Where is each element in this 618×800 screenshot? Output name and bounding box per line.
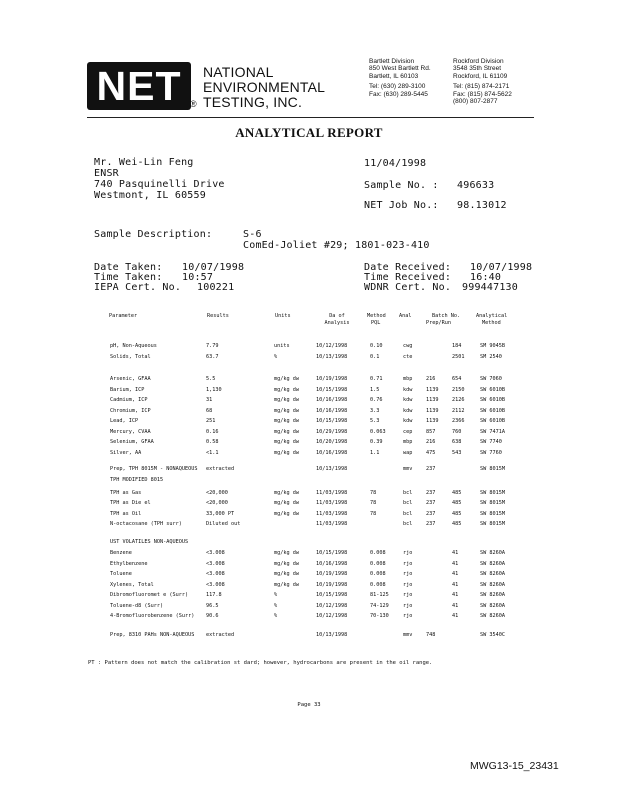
- cell-parameter: TPH as Gas: [110, 490, 142, 496]
- page-number: Page 33: [297, 702, 321, 708]
- cell-analyst: rjo: [403, 571, 413, 577]
- cell-analyst: mbp: [403, 439, 413, 445]
- cell-analytical-method: SW 6010B: [480, 408, 505, 414]
- cell-result: extracted: [206, 466, 235, 472]
- cell-parameter: TPH as Oil: [110, 511, 142, 517]
- cell-result: 5.5: [206, 376, 216, 382]
- header-divider: [87, 117, 534, 118]
- cell-analyst: mmv: [403, 632, 413, 638]
- job-no-value: 98.13012: [457, 200, 507, 211]
- cell-analyst: kdw: [403, 408, 413, 414]
- rockford-division-address: Rockford Division 3548 35th Street Rockford, IL 61109 Tel: (815) 874-2171 Fax: (815) 874-5622 (800) 807-2877: [453, 58, 512, 106]
- cell-method-pql: 0.39: [370, 439, 383, 445]
- cell-parameter: Mercury, CVAA: [110, 429, 151, 435]
- cell-date-of-analysis: 10/16/1998: [316, 408, 348, 414]
- cell-date-of-analysis: 10/19/1998: [316, 582, 348, 588]
- cell-analytical-method: SW 8260A: [480, 550, 505, 556]
- cell-units: mg/kg dw: [274, 408, 299, 414]
- cell-result: <3.008: [206, 550, 225, 556]
- cell-method-pql: 0.10: [370, 343, 383, 349]
- cell-batch-prep: 1139: [426, 408, 439, 414]
- cell-date-of-analysis: 11/03/1998: [316, 511, 348, 517]
- cell-analyst: cte: [403, 354, 413, 360]
- cell-analytical-method: SW 8260A: [480, 561, 505, 567]
- time-taken-value: 10:57: [182, 272, 214, 283]
- cell-units: %: [274, 613, 278, 619]
- cell-units: %: [274, 354, 278, 360]
- cell-analyst: mbp: [403, 376, 413, 382]
- cell-method-pql: 0.1: [370, 354, 380, 360]
- time-taken-label: Time Taken:: [94, 272, 163, 283]
- company-name-line-3: TESTING, INC.: [203, 94, 303, 110]
- cell-method-pql: 74-129: [370, 603, 389, 609]
- cell-units: mg/kg dw: [274, 582, 299, 588]
- cell-analytical-method: SW 8260A: [480, 571, 505, 577]
- cell-batch-run: 485: [452, 521, 462, 527]
- client-street: 740 Pasquinelli Drive: [94, 179, 225, 190]
- cell-batch-prep: 1139: [426, 418, 439, 424]
- cell-batch-run: 41: [452, 550, 459, 556]
- cell-analytical-method: SW 8015M: [480, 466, 505, 472]
- cell-parameter: pH, Non-Aqueous: [110, 343, 157, 349]
- cell-analyst: kdw: [403, 418, 413, 424]
- cell-date-of-analysis: 10/15/1998: [316, 387, 348, 393]
- cell-batch-run: 760: [452, 429, 462, 435]
- cell-analytical-method: SW 7060: [480, 376, 502, 382]
- cell-parameter: Silver, AA: [110, 450, 142, 456]
- cell-parameter: Toluene-d8 (Surr): [110, 603, 164, 609]
- cell-batch-prep: 216: [426, 439, 436, 445]
- cell-parameter: Solids, Total: [110, 354, 151, 360]
- cell-units: %: [274, 592, 278, 598]
- cell-parameter: Barium, ICP: [110, 387, 145, 393]
- sample-no-label: Sample No. :: [364, 180, 439, 191]
- cell-units: mg/kg dw: [274, 450, 299, 456]
- cell-date-of-analysis: 10/12/1998: [316, 613, 348, 619]
- cell-analytical-method: SW 8260A: [480, 582, 505, 588]
- cell-batch-prep: 216: [426, 376, 436, 382]
- cell-result: 0.16: [206, 429, 219, 435]
- cell-units: mg/kg dw: [274, 571, 299, 577]
- cell-result: 117.8: [206, 592, 222, 598]
- cell-batch-prep: 237: [426, 521, 436, 527]
- col-header-date-of-analysis: Da of Analysis: [324, 313, 350, 326]
- iepa-cert-value: 100221: [197, 282, 235, 293]
- report-date: 11/04/1998: [364, 158, 427, 169]
- cell-result: 0.58: [206, 439, 219, 445]
- cell-analyst: kdw: [403, 387, 413, 393]
- cell-parameter: Benzene: [110, 550, 132, 556]
- cell-units: mg/kg dw: [274, 490, 299, 496]
- cell-analytical-method: SW 8260A: [480, 603, 505, 609]
- cell-batch-prep: 748: [426, 632, 436, 638]
- cell-date-of-analysis: 10/16/1998: [316, 561, 348, 567]
- client-company: ENSR: [94, 168, 119, 179]
- report-title: ANALYTICAL REPORT: [235, 125, 383, 140]
- cell-method-pql: 0.76: [370, 397, 383, 403]
- cell-date-of-analysis: 10/15/1998: [316, 550, 348, 556]
- col-header-batch-no: Batch No. Prep/Run: [426, 313, 461, 326]
- cell-date-of-analysis: 10/20/1998: [316, 439, 348, 445]
- cell-parameter: N-octacosane (TPH surr): [110, 521, 182, 527]
- cell-result: 1,130: [206, 387, 222, 393]
- time-received-value: 16:40: [470, 272, 502, 283]
- cell-units: mg/kg dw: [274, 376, 299, 382]
- wdnr-cert-label: WDNR Cert. No.: [364, 282, 452, 293]
- cell-analytical-method: SM 9045B: [480, 343, 505, 349]
- cell-method-pql: 0.71: [370, 376, 383, 382]
- cell-units: mg/kg dw: [274, 511, 299, 517]
- cell-result: extracted: [206, 632, 235, 638]
- logo-text: NET: [96, 63, 182, 109]
- cell-date-of-analysis: 10/15/1998: [316, 418, 348, 424]
- cell-result: 251: [206, 418, 216, 424]
- cell-batch-run: 41: [452, 592, 459, 598]
- col-header-anal: Anal: [399, 313, 412, 319]
- cell-method-pql: 0.063: [370, 429, 386, 435]
- cell-date-of-analysis: 10/13/1998: [316, 466, 348, 472]
- cell-date-of-analysis: 10/19/1998: [316, 571, 348, 577]
- cell-result: <1.1: [206, 450, 219, 456]
- cell-batch-prep: 475: [426, 450, 436, 456]
- cell-analyst: wap: [403, 450, 413, 456]
- cell-method-pql: 3.3: [370, 408, 380, 414]
- col-header-units: Units: [275, 313, 291, 319]
- cell-analytical-method: SW 8015M: [480, 511, 505, 517]
- cell-analyst: cep: [403, 429, 413, 435]
- cell-date-of-analysis: 10/16/1998: [316, 397, 348, 403]
- cell-units: mg/kg dw: [274, 418, 299, 424]
- footnote: PT : Pattern does not match the calibration st dard; however, hydrocarbons are present in the oil range.: [88, 660, 433, 666]
- cell-analyst: bcl: [403, 490, 413, 496]
- wdnr-cert-value: 999447130: [462, 282, 518, 293]
- cell-units: mg/kg dw: [274, 561, 299, 567]
- cell-analyst: rjo: [403, 561, 413, 567]
- cell-date-of-analysis: 10/12/1998: [316, 603, 348, 609]
- cell-batch-prep: 237: [426, 490, 436, 496]
- col-header-method-pql: Method PQL: [367, 313, 386, 326]
- cell-result: Diluted out: [206, 521, 241, 527]
- cell-analytical-method: SW 8015M: [480, 500, 505, 506]
- cell-analytical-method: SW 7471A: [480, 429, 505, 435]
- cell-units: %: [274, 603, 278, 609]
- cell-parameter: Lead, ICP: [110, 418, 139, 424]
- cell-units: mg/kg dw: [274, 397, 299, 403]
- cell-method-pql: 70-130: [370, 613, 389, 619]
- cell-analytical-method: SW 8015M: [480, 490, 505, 496]
- col-header-parameter: Parameter: [109, 313, 138, 319]
- cell-method-pql: 81-125: [370, 592, 389, 598]
- cell-method-pql: 78: [370, 511, 377, 517]
- time-received-label: Time Received:: [364, 272, 452, 283]
- cell-result: 7.79: [206, 343, 219, 349]
- cell-method-pql: 0.008: [370, 571, 386, 577]
- cell-date-of-analysis: 10/13/1998: [316, 632, 348, 638]
- cell-analytical-method: SW 6010B: [480, 418, 505, 424]
- cell-batch-run: 543: [452, 450, 462, 456]
- cell-parameter: Toluene: [110, 571, 132, 577]
- cell-analytical-method: SW 6010B: [480, 397, 505, 403]
- cell-batch-run: 485: [452, 500, 462, 506]
- cell-analyst: cwg: [403, 343, 413, 349]
- company-name-line-2: ENVIRONMENTAL: [203, 79, 326, 95]
- cell-analyst: rjo: [403, 613, 413, 619]
- cell-batch-prep: 237: [426, 511, 436, 517]
- cell-parameter: Chromium, ICP: [110, 408, 151, 414]
- cell-method-pql: 1.5: [370, 387, 380, 393]
- sample-no-value: 496633: [457, 180, 495, 191]
- cell-analyst: rjo: [403, 582, 413, 588]
- cell-result: <3.008: [206, 571, 225, 577]
- cell-parameter: Prep, 8310 PAHs NON-AQUEOUS: [110, 632, 195, 638]
- cell-batch-run: 2126: [452, 397, 465, 403]
- cell-method-pql: 0.008: [370, 550, 386, 556]
- cell-result: 33,000 PT: [206, 511, 235, 517]
- cell-analytical-method: SM 2540: [480, 354, 502, 360]
- cell-result: 96.5: [206, 603, 219, 609]
- cell-result: <3.008: [206, 561, 225, 567]
- cell-batch-run: 2366: [452, 418, 465, 424]
- cell-parameter: Cadmium, ICP: [110, 397, 148, 403]
- cell-parameter: UST VOLATILES NON-AQUEOUS: [110, 539, 189, 545]
- cell-batch-prep: 1139: [426, 387, 439, 393]
- cell-batch-prep: 237: [426, 466, 436, 472]
- cell-analyst: kdw: [403, 397, 413, 403]
- cell-date-of-analysis: 10/19/1998: [316, 376, 348, 382]
- cell-date-of-analysis: 11/03/1998: [316, 490, 348, 496]
- cell-analyst: rjo: [403, 592, 413, 598]
- client-name: Mr. Wei-Lin Feng: [94, 157, 194, 168]
- cell-parameter: Prep, TPH 8015M - NONAQUEOUS: [110, 466, 198, 472]
- cell-parameter: 4-Bromofluorobenzene (Surr): [110, 613, 195, 619]
- cell-result: 90.6: [206, 613, 219, 619]
- cell-parameter: Xylenes, Total: [110, 582, 154, 588]
- cell-date-of-analysis: 10/15/1998: [316, 592, 348, 598]
- cell-batch-run: 485: [452, 511, 462, 517]
- cell-parameter: Selenium, GFAA: [110, 439, 154, 445]
- cell-units: mg/kg dw: [274, 387, 299, 393]
- cell-batch-run: 654: [452, 376, 462, 382]
- cell-analyst: bcl: [403, 500, 413, 506]
- cell-method-pql: 1.1: [370, 450, 380, 456]
- registered-mark: ®: [190, 99, 197, 109]
- date-taken-value: 10/07/1998: [182, 262, 245, 273]
- cell-analyst: bcl: [403, 511, 413, 517]
- cell-parameter: TPH MODIFIED 8015: [110, 477, 164, 483]
- cell-analytical-method: SW 8015M: [480, 521, 505, 527]
- cell-analyst: rjo: [403, 603, 413, 609]
- cell-units: units: [274, 343, 290, 349]
- cell-parameter: TPH as Die el: [110, 500, 151, 506]
- cell-parameter: Arsenic, GFAA: [110, 376, 151, 382]
- sample-description-line-1: S-6: [243, 229, 262, 240]
- cell-method-pql: 78: [370, 490, 377, 496]
- cell-analytical-method: SW 3540C: [480, 632, 505, 638]
- cell-analyst: mmv: [403, 466, 413, 472]
- col-header-results: Results: [207, 313, 229, 319]
- cell-result: <20,000: [206, 500, 228, 506]
- cell-batch-prep: 1139: [426, 397, 439, 403]
- cell-parameter: Ethylbenzene: [110, 561, 148, 567]
- cell-batch-run: 485: [452, 490, 462, 496]
- cell-batch-run: 184: [452, 343, 462, 349]
- cell-method-pql: 5.3: [370, 418, 380, 424]
- cell-analyst: rjo: [403, 550, 413, 556]
- cell-analytical-method: SW 8260A: [480, 613, 505, 619]
- cell-analytical-method: SW 7760: [480, 450, 502, 456]
- cell-batch-run: 41: [452, 603, 459, 609]
- cell-analytical-method: SW 7740: [480, 439, 502, 445]
- cell-batch-run: 2501: [452, 354, 465, 360]
- cell-result: <20,000: [206, 490, 228, 496]
- cell-result: 68: [206, 408, 213, 414]
- cell-result: 63.7: [206, 354, 219, 360]
- date-received-value: 10/07/1998: [470, 262, 533, 273]
- cell-batch-run: 41: [452, 613, 459, 619]
- company-name-line-1: NATIONAL: [203, 64, 274, 80]
- cell-analyst: bcl: [403, 521, 413, 527]
- cell-date-of-analysis: 11/03/1998: [316, 500, 348, 506]
- cell-method-pql: 78: [370, 500, 377, 506]
- cell-batch-run: 2112: [452, 408, 465, 414]
- cell-units: mg/kg dw: [274, 500, 299, 506]
- cell-date-of-analysis: 10/13/1998: [316, 354, 348, 360]
- bartlett-division-address: Bartlett Division 850 West Bartlett Rd. Bartlett, IL 60103 Tel: (630) 289-3100 Fax: (630) 289-5445: [369, 58, 431, 98]
- cell-batch-run: 2150: [452, 387, 465, 393]
- cell-method-pql: 0.008: [370, 561, 386, 567]
- job-no-label: NET Job No.:: [364, 200, 439, 211]
- cell-result: <3.008: [206, 582, 225, 588]
- cell-date-of-analysis: 10/12/1998: [316, 343, 348, 349]
- date-taken-label: Date Taken:: [94, 262, 163, 273]
- cell-parameter: Dibromofluoromet e (Surr): [110, 592, 189, 598]
- cell-batch-run: 41: [452, 582, 459, 588]
- client-city: Westmont, IL 60559: [94, 190, 206, 201]
- cell-units: mg/kg dw: [274, 550, 299, 556]
- cell-units: mg/kg dw: [274, 429, 299, 435]
- cell-analytical-method: SW 6010B: [480, 387, 505, 393]
- cell-batch-prep: 237: [426, 500, 436, 506]
- cell-analytical-method: SW 8260A: [480, 592, 505, 598]
- cell-units: mg/kg dw: [274, 439, 299, 445]
- date-received-label: Date Received:: [364, 262, 452, 273]
- cell-date-of-analysis: 11/03/1998: [316, 521, 348, 527]
- cell-date-of-analysis: 10/16/1998: [316, 450, 348, 456]
- cell-result: 31: [206, 397, 213, 403]
- cell-batch-prep: 857: [426, 429, 436, 435]
- sample-description-label: Sample Description:: [94, 229, 213, 240]
- cell-batch-run: 41: [452, 561, 459, 567]
- iepa-cert-label: IEPA Cert. No.: [94, 282, 182, 293]
- cell-batch-run: 41: [452, 571, 459, 577]
- sample-description-line-2: ComEd-Joliet #29; 1801-023-410: [243, 240, 430, 251]
- cell-batch-run: 638: [452, 439, 462, 445]
- col-header-analytical-method: Analytical Method: [476, 313, 508, 326]
- cell-method-pql: 0.008: [370, 582, 386, 588]
- document-id: MWG13-15_23431: [470, 760, 559, 772]
- cell-date-of-analysis: 10/29/1998: [316, 429, 348, 435]
